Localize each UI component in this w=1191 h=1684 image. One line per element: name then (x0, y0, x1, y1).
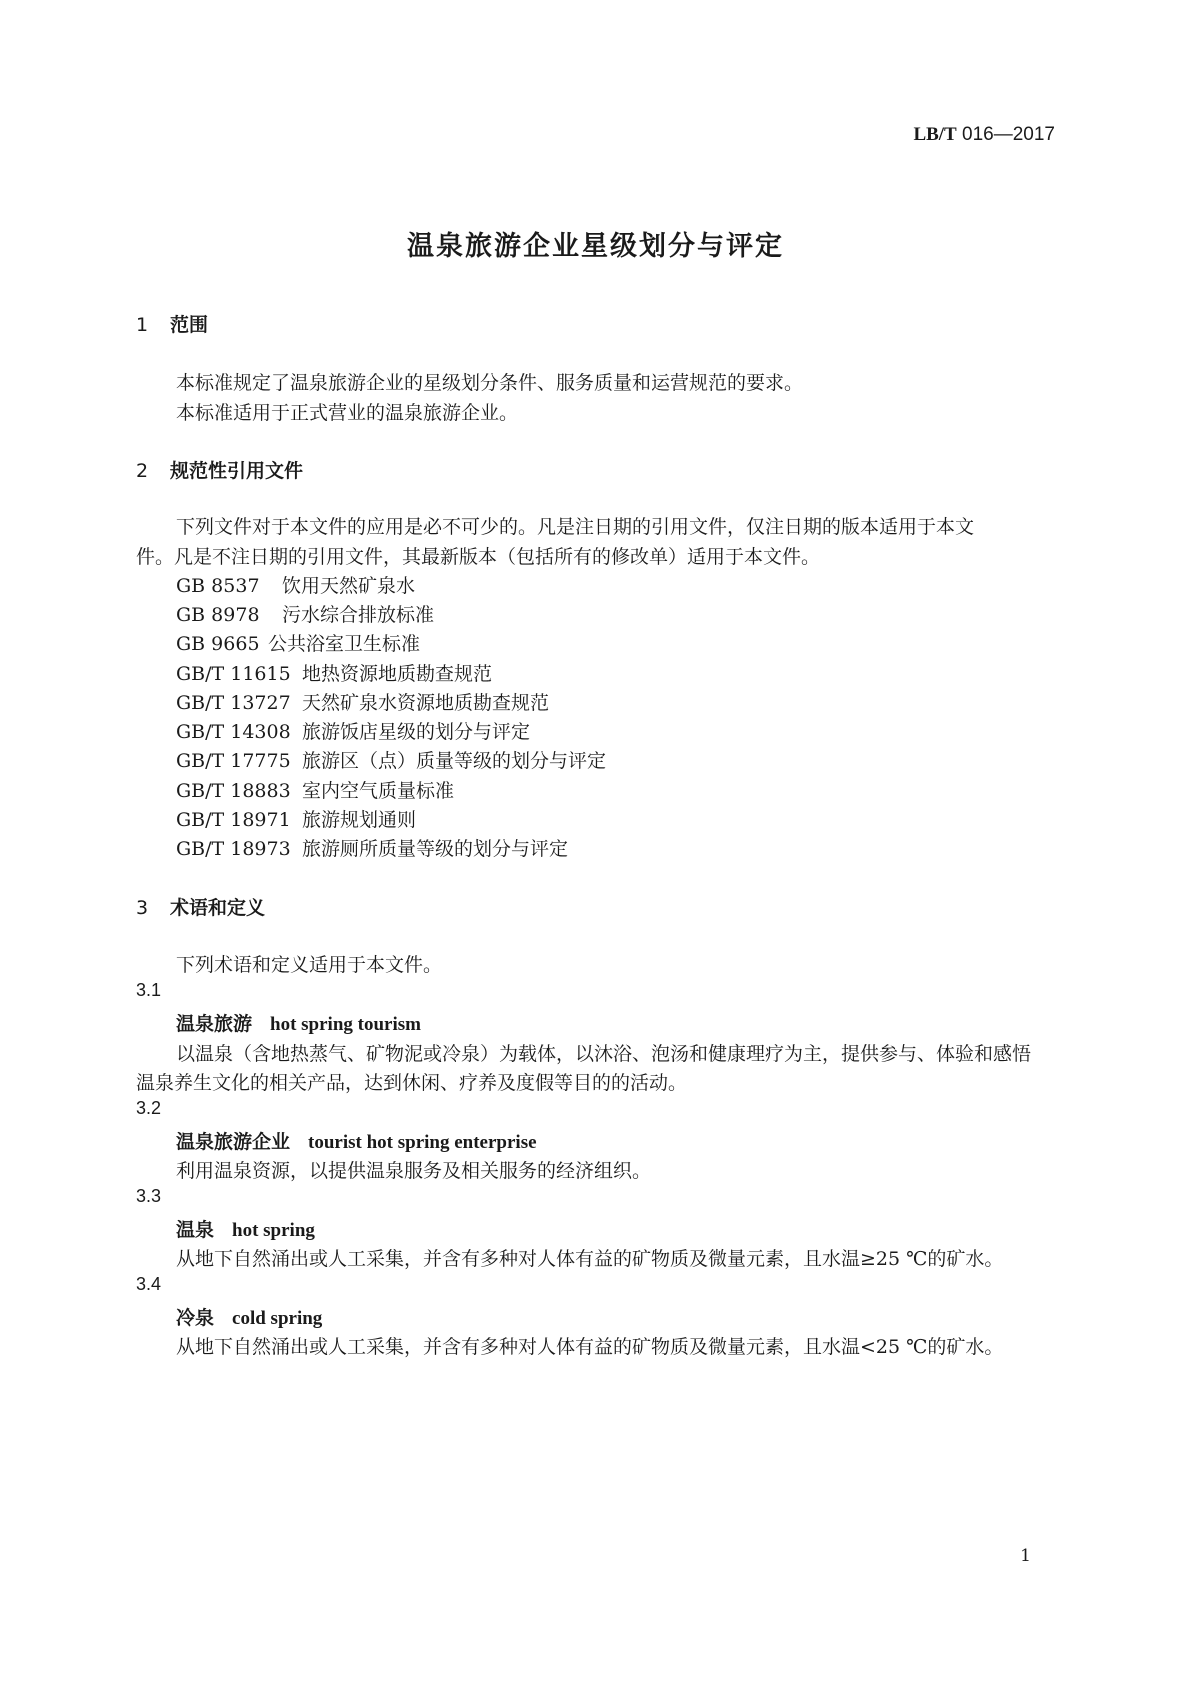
term-en: cold spring (232, 1308, 323, 1329)
reference-title: 污水综合排放标准 (282, 604, 435, 626)
section-number: 1 (136, 314, 149, 336)
reference-item (176, 600, 434, 627)
reference-item (176, 746, 606, 773)
reference-code: GB/T 17775 (176, 750, 291, 772)
term-definition: 从地下自然涌出或人工采集，并含有多种对人体有益的矿物质及微量元素，且水温≥25 ℃的矿水。 (176, 1248, 1004, 1270)
term-definition: 从地下自然涌出或人工采集，并含有多种对人体有益的矿物质及微量元素，且水温<25 ℃的矿水。 (176, 1336, 1004, 1358)
reference-item (176, 834, 568, 861)
paragraph: 下列术语和定义适用于本文件。 (176, 954, 443, 976)
section-number: 3 (136, 897, 149, 919)
section-title: 术语和定义 (170, 897, 266, 919)
term-heading (176, 1215, 315, 1242)
reference-title: 公共浴室卫生标准 (268, 633, 421, 655)
term-heading (176, 1303, 322, 1330)
document-title: 温泉旅游企业星级划分与评定 (407, 231, 784, 262)
term-number: 3.1 (136, 980, 162, 1000)
paragraph: 下列文件对于本文件的应用是必不可少的。凡是注日期的引用文件，仅注日期的版本适用于本文 (176, 516, 975, 538)
paragraph: 本标准适用于正式营业的温泉旅游企业。 (176, 402, 519, 424)
reference-code: GB/T 18971 (176, 809, 291, 831)
reference-item (176, 659, 492, 686)
reference-code: GB/T 18883 (176, 780, 291, 802)
section-title: 范围 (170, 314, 209, 336)
term-en: tourist hot spring enterprise (308, 1132, 537, 1153)
reference-title: 旅游厕所质量等级的划分与评定 (302, 838, 569, 860)
term-zh: 温泉旅游企业 (176, 1131, 291, 1153)
section-number: 2 (136, 460, 149, 482)
term-definition: 温泉养生文化的相关产品，达到休闲、疗养及度假等目的的活动。 (136, 1072, 688, 1094)
term-zh: 冷泉 (176, 1307, 215, 1329)
reference-item (176, 688, 549, 715)
reference-item (176, 629, 420, 656)
section-2-heading (136, 456, 303, 483)
standard-code-prefix: LB/T (913, 124, 957, 145)
reference-code: GB 9665 (176, 633, 260, 655)
reference-item (176, 717, 530, 744)
reference-item (176, 571, 415, 598)
term-zh: 温泉旅游 (176, 1013, 253, 1035)
reference-code: GB 8537 (176, 575, 260, 597)
reference-title: 室内空气质量标准 (302, 780, 455, 802)
reference-code: GB/T 13727 (176, 692, 291, 714)
reference-title: 天然矿泉水资源地质勘查规范 (302, 692, 550, 714)
section-3-heading (136, 893, 265, 920)
reference-title: 饮用天然矿泉水 (282, 575, 416, 597)
page-number: 1 (1020, 1546, 1031, 1566)
paragraph: 件。凡是不注日期的引用文件，其最新版本（包括所有的修改单）适用于本文件。 (136, 546, 821, 568)
paragraph: 本标准规定了温泉旅游企业的星级划分条件、服务质量和运营规范的要求。 (176, 372, 804, 394)
reference-code: GB/T 11615 (176, 663, 291, 685)
section-title: 规范性引用文件 (170, 460, 304, 482)
reference-code: GB/T 18973 (176, 838, 291, 860)
reference-item (176, 776, 454, 803)
reference-item (176, 805, 416, 832)
term-definition: 利用温泉资源，以提供温泉服务及相关服务的经济组织。 (176, 1160, 652, 1182)
term-heading (176, 1009, 421, 1036)
term-definition: 以温泉（含地热蒸气、矿物泥或冷泉）为载体，以沐浴、泡汤和健康理疗为主，提供参与、体验和感悟 (176, 1043, 1032, 1065)
reference-code: GB 8978 (176, 604, 260, 626)
standard-code-number: 016—2017 (962, 124, 1055, 145)
term-en: hot spring tourism (270, 1014, 421, 1035)
term-number: 3.3 (136, 1186, 162, 1206)
term-heading (176, 1127, 537, 1154)
reference-code: GB/T 14308 (176, 721, 291, 743)
reference-title: 地热资源地质勘查规范 (302, 663, 493, 685)
reference-title: 旅游饭店星级的划分与评定 (302, 721, 531, 743)
section-1-heading (136, 310, 208, 337)
term-zh: 温泉 (176, 1219, 215, 1241)
term-number: 3.4 (136, 1274, 162, 1294)
term-number: 3.2 (136, 1098, 162, 1118)
standard-code (913, 124, 1055, 146)
term-en: hot spring (232, 1220, 315, 1241)
reference-title: 旅游规划通则 (302, 809, 417, 831)
reference-title: 旅游区（点）质量等级的划分与评定 (302, 750, 607, 772)
